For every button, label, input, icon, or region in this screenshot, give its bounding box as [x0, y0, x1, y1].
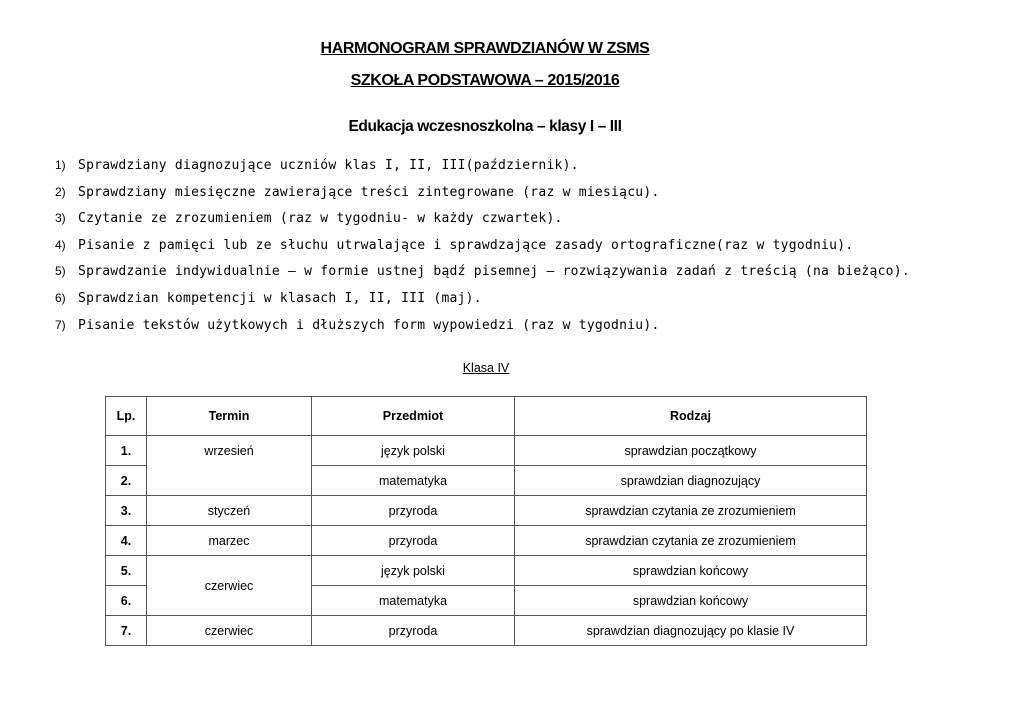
list-item-number: 3) [55, 211, 66, 226]
list-item [55, 288, 910, 315]
row-term: czerwiec [147, 556, 312, 616]
test-list [55, 155, 910, 341]
list-item-number: 2) [55, 184, 66, 199]
row-type: sprawdzian czytania ze zrozumieniem [515, 496, 867, 526]
row-lp: 5. [106, 556, 147, 586]
table-row [106, 526, 867, 556]
row-lp: 4. [106, 526, 147, 556]
row-type: sprawdzian końcowy [515, 556, 867, 586]
row-type: sprawdzian końcowy [515, 586, 867, 616]
row-subject: matematyka [312, 586, 515, 616]
school-title: SZKOŁA PODSTAWOWA – 2015/2016 [350, 72, 620, 89]
list-item [55, 261, 910, 288]
list-item-number: 7) [55, 317, 66, 332]
table-header-row [106, 397, 867, 436]
table-row [106, 616, 867, 646]
header-term: Termin [147, 397, 312, 436]
schedule-table [105, 396, 867, 646]
row-term: marzec [147, 526, 312, 556]
row-subject: język polski [312, 556, 515, 586]
list-item [55, 182, 910, 209]
list-item-number: 1) [55, 158, 66, 172]
row-term: wrzesień [147, 436, 312, 496]
table-row [106, 436, 867, 466]
row-type: sprawdzian czytania ze zrozumieniem [515, 526, 867, 556]
row-lp: 7. [106, 616, 147, 646]
list-item-text: Pisanie z pamięci lub ze słuchu utrwalające i sprawdzające zasady ortograficzne(raz w tygodniu). [78, 237, 854, 253]
row-subject: matematyka [312, 466, 515, 496]
header-subject: Przedmiot [312, 397, 515, 436]
table-row [106, 556, 867, 586]
class-heading: Klasa IV [462, 361, 510, 375]
row-type: sprawdzian diagnozujący [515, 466, 867, 496]
row-subject: język polski [312, 436, 515, 466]
header-lp: Lp. [106, 397, 147, 436]
row-type: sprawdzian początkowy [515, 436, 867, 466]
row-term: czerwiec [147, 616, 312, 646]
row-term: styczeń [147, 496, 312, 526]
list-item [55, 315, 910, 342]
row-lp: 3. [106, 496, 147, 526]
row-type: sprawdzian diagnozujący po klasie IV [515, 616, 867, 646]
list-item-text: Sprawdzian kompetencji w klasach I, II, III (maj). [78, 290, 482, 306]
list-item-number: 5) [55, 264, 66, 279]
row-lp: 6. [106, 586, 147, 616]
list-item-text: Sprawdzanie indywidualnie – w formie ustnej bądź pisemnej – rozwiązywania zadań z treścią (na bieżąco). [78, 264, 910, 280]
list-item-number: 6) [55, 290, 66, 305]
list-item [55, 208, 910, 235]
list-item [55, 235, 910, 262]
row-subject: przyroda [312, 526, 515, 556]
document-title: HARMONOGRAM SPRAWDZIANÓW W ZSMS [320, 40, 650, 57]
row-lp: 1. [106, 436, 147, 466]
list-item-text: Czytanie ze zrozumieniem (raz w tygodniu- w każdy czwartek). [78, 211, 563, 227]
list-item-text: Sprawdziany diagnozujące uczniów klas I, II, III(październik). [78, 158, 579, 173]
list-item-text: Pisanie tekstów użytkowych i dłuższych form wypowiedzi (raz w tygodniu). [78, 317, 660, 333]
list-item-text: Sprawdziany miesięczne zawierające treści zintegrowane (raz w miesiącu). [78, 184, 660, 200]
header-type: Rodzaj [515, 397, 867, 436]
row-subject: przyroda [312, 496, 515, 526]
section-title: Edukacja wczesnoszkolna – klasy I – III [348, 118, 622, 135]
list-item [55, 155, 910, 182]
table-row [106, 496, 867, 526]
list-item-number: 4) [55, 237, 66, 252]
row-subject: przyroda [312, 616, 515, 646]
row-lp: 2. [106, 466, 147, 496]
